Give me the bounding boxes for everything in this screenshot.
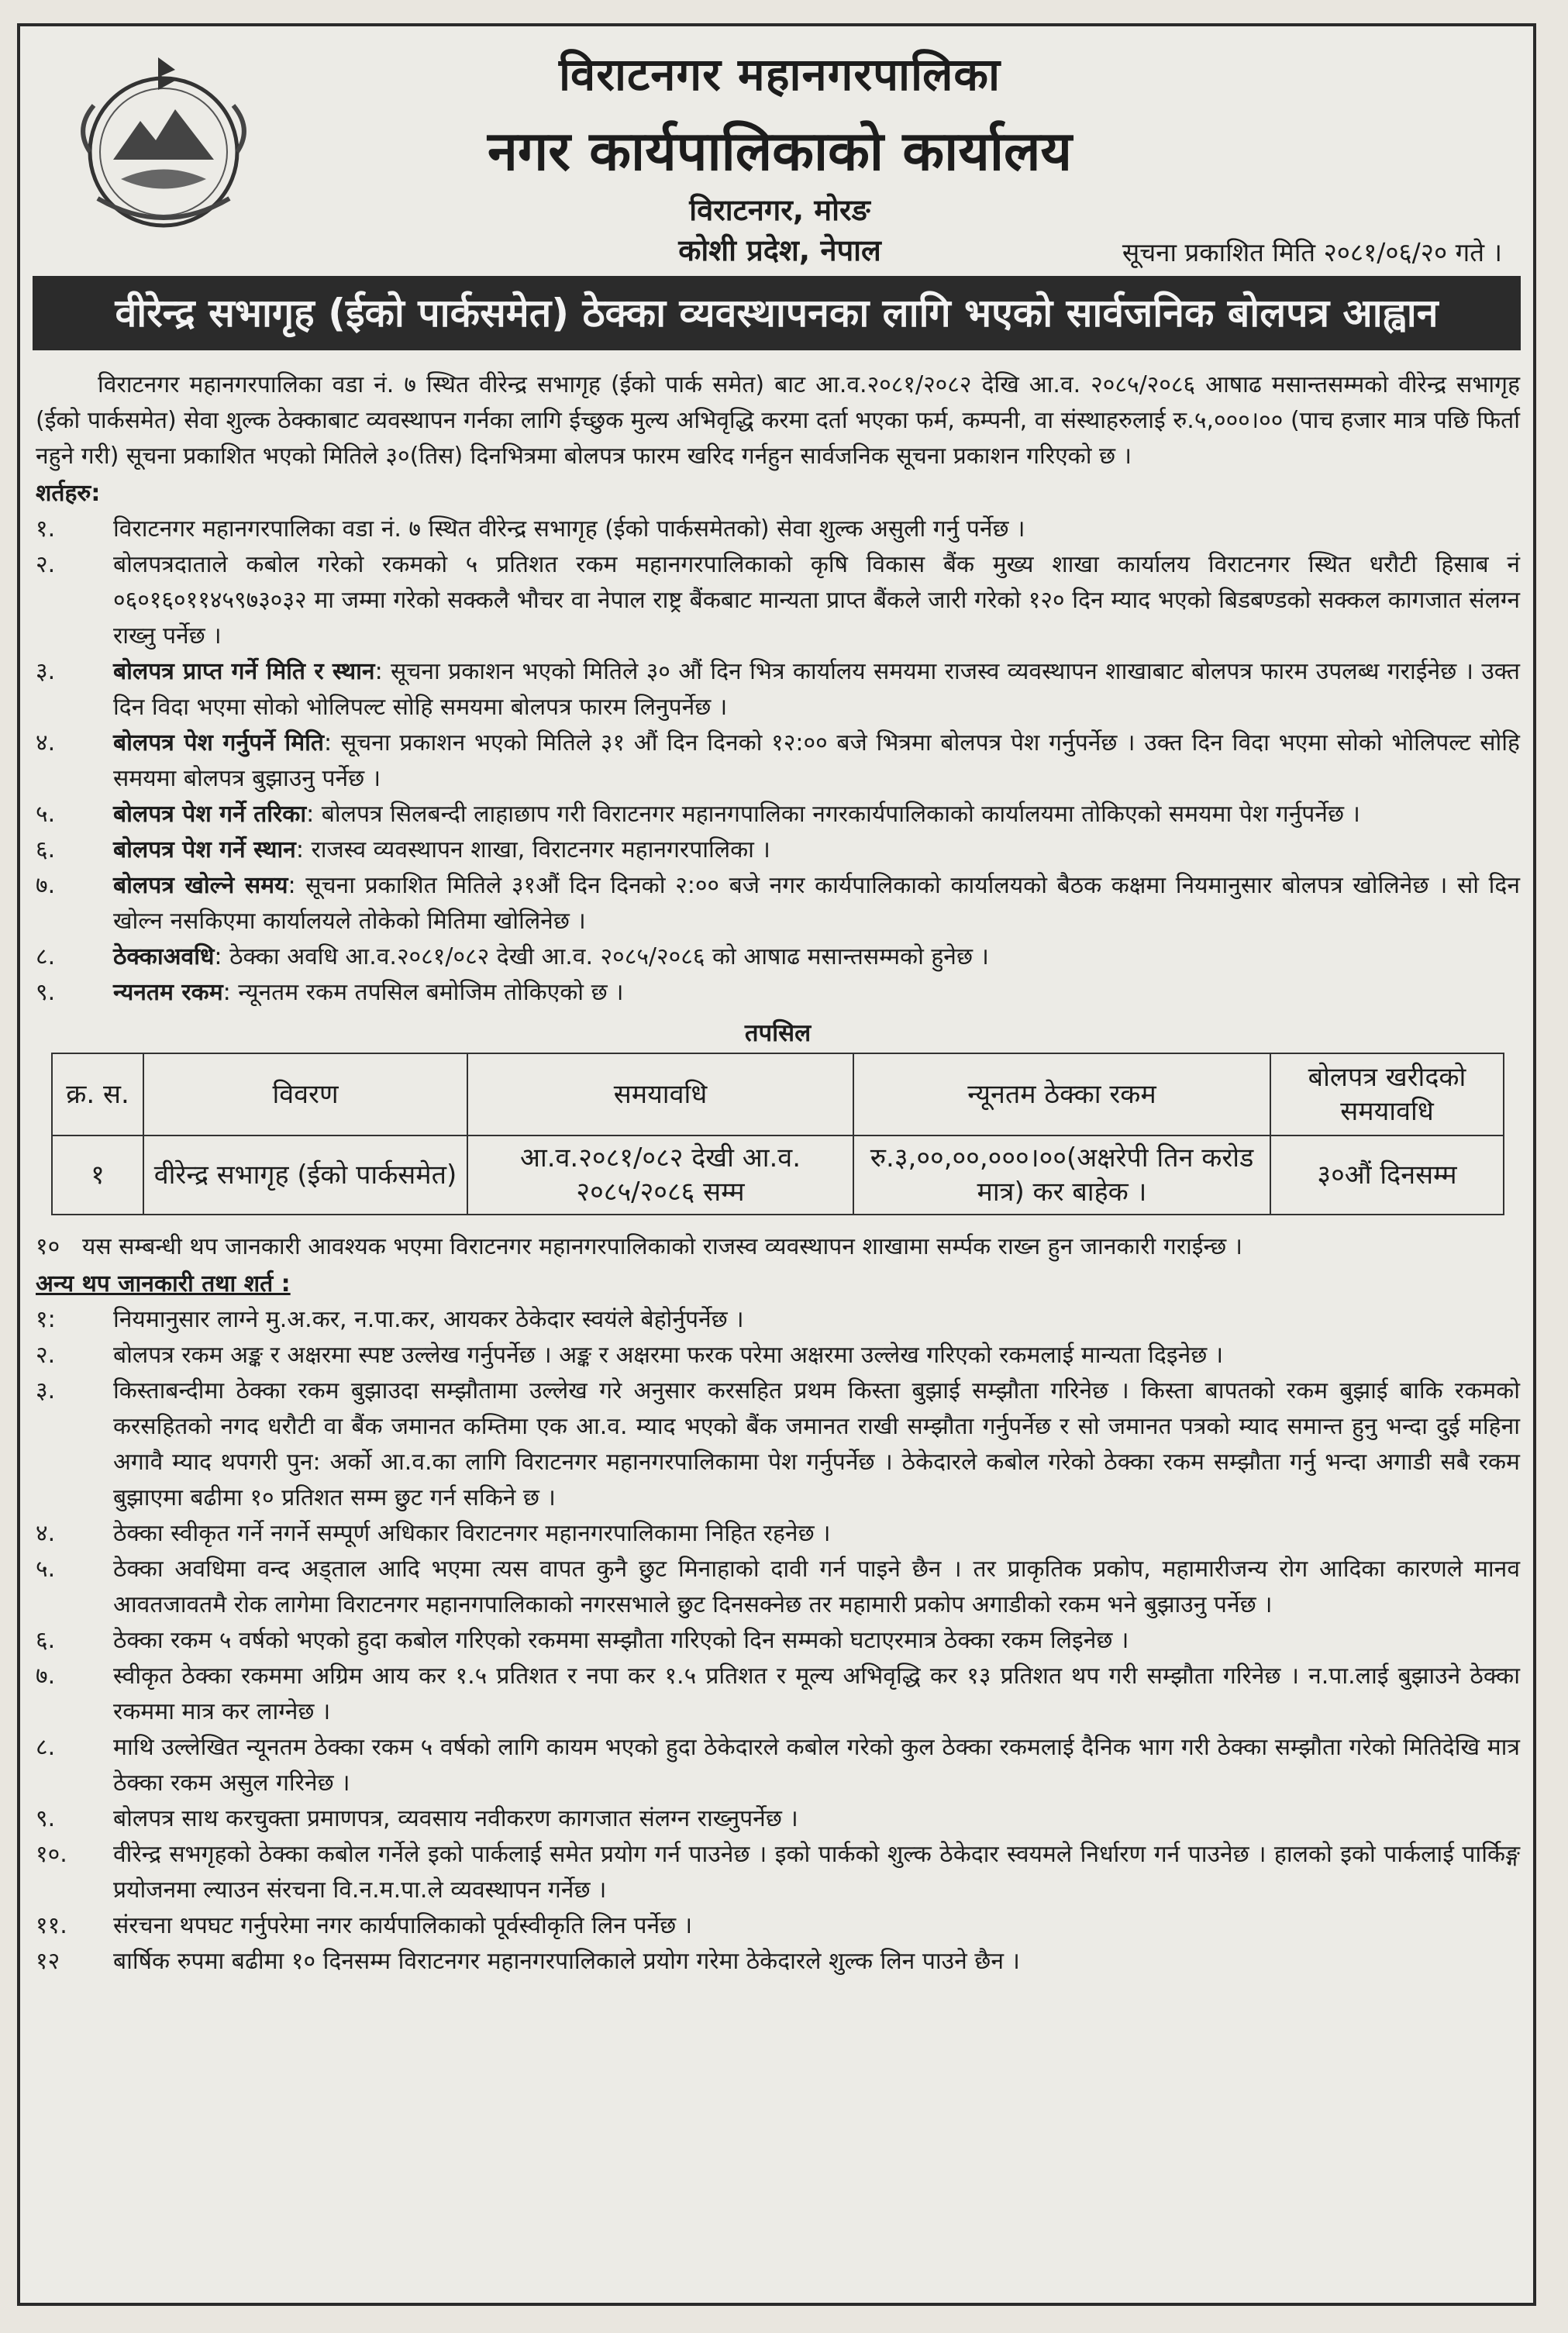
other-text: संरचना थपघट गर्नुपरेमा नगर कार्यपालिकाको पूर्वस्वीकृति लिन पर्नेछ ।: [113, 1912, 693, 1939]
other-number: १०.: [36, 1841, 67, 1868]
condition-item: [36, 654, 1520, 725]
condition-item: [36, 725, 1520, 797]
published-date: सूचना प्रकाशित मिति २०८१/०६/२० गते ।: [1122, 237, 1502, 267]
other-item: [36, 1516, 1520, 1552]
condition-label: बोलपत्र पेश गर्नुपर्ने मिति: [113, 729, 325, 756]
other-number: १:: [36, 1306, 56, 1333]
other-text: बार्षिक रुपमा बढीमा १० दिनसम्म विराटनगर महानगरपालिकाले प्रयोग गरेमा ठेकेदारले शुल्क लिन पाउने छैन ।: [113, 1948, 1020, 1975]
other-number: ९.: [36, 1805, 56, 1832]
condition-number: ४.: [36, 729, 56, 756]
notice-title-banner: वीरेन्द्र सभागृह (ईको पार्कसमेत) ठेक्का व्यवस्थापनका लागि भएको सार्वजनिक बोलपत्र आह्वान: [33, 276, 1521, 350]
condition-item: [36, 512, 1520, 547]
column-header: विवरण: [143, 1053, 467, 1135]
condition-number: ९.: [36, 979, 56, 1006]
other-item: [36, 1623, 1520, 1659]
conditions-heading: शर्तहरु:: [36, 480, 101, 507]
other-conditions-heading: अन्य थप जानकारी तथा शर्त :: [36, 1270, 291, 1297]
other-text: बोलपत्र रकम अङ्क र अक्षरमा स्पष्ट उल्लेख गर्नुपर्नेछ । अङ्क र अक्षरमा फरक परेमा अक्षरमा उल्लेख गरिएको रकमलाई मान्यता दिइनेछ ।: [113, 1342, 1224, 1369]
address-line2: कोशी प्रदेश, नेपाल: [678, 233, 881, 267]
condition-text: : सूचना प्रकाशन भएको मितिले ३० औं दिन भित्र कार्यालय समयमा राजस्व व्यवस्थापन शाखाबाट बोलपत्र फारम उपलब्ध गराईनेछ । उक्त दिन विदा भएमा सोको भोलिपल्ट सोहि समयमा बोलपत्र फारम लिनुपर्नेछ ।: [113, 658, 1520, 721]
column-header: क्र. स.: [52, 1053, 143, 1135]
conditions-list: [36, 512, 1520, 1011]
office-name: नगर कार्यपालिकाको कार्यालय: [487, 119, 1073, 183]
condition-item: [36, 832, 1520, 868]
other-text: वीरेन्द्र सभगृहको ठेक्का कबोल गर्नेले इको पार्कलाई समेत प्रयोग गर्न पाउनेछ । इको पार्कको शुल्क ठेकेदार स्वयमले निर्धारण गर्न पाउनेछ । हालको इको पार्कलाई पार्किङ्ग प्रयोजनमा ल्याउन संरचना वि.न.म.पा.ले व्यवस्थापन गर्नेछ ।: [113, 1841, 1520, 1904]
other-number: १२: [36, 1948, 60, 1975]
table-row: [52, 1135, 1504, 1215]
column-header: न्यूनतम ठेक्का रकम: [853, 1053, 1270, 1135]
other-item: [36, 1373, 1520, 1516]
schedule-title: तपसिल: [744, 1019, 812, 1047]
condition-item: [36, 939, 1520, 975]
condition-text: बोलपत्रदाताले कबोल गरेको रकमको ५ प्रतिशत रकम महानगरपालिकाको कृषि विकास बैंक मुख्य शाखा कार्यालय विराटनगर स्थित धरौटी हिसाब नं ०६०१६०११४५९७३०३२ मा जम्मा गरेको सक्कलै भौचर वा नेपाल राष्ट्र बैंकबाट मान्यता प्राप्त बैंकले जारी गरेको १२० दिन म्याद भएको बिडबण्डको सक्कल कागजात संलग्न राख्नु पर्नेछ ।: [113, 551, 1520, 650]
intro-paragraph: विराटनगर महानगरपालिका वडा नं. ७ स्थित वीरेन्द्र सभागृह (ईको पार्क समेत) बाट आ.व.२०८१/२०८२ देखि आ.व. २०८५/२०८६ आषाढ मसान्तसम्मको वीरेन्द्र सभागृह (ईको पार्कसमेत) सेवा शुल्क ठेक्काबाट व्यवस्थापन गर्नका लागि ईच्छुक मुल्य अभिवृद्धि करमा दर्ता भएका फर्म, कम्पनी, वा संस्थाहरुलाई रु.५,०००।०० (पाच हजार मात्र पछि फिर्ता नहुने गरी) सूचना प्रकाशित भएको मितिले ३०(तिस) दिनभित्रमा बोलपत्र फारम खरिद गर्नहुन सार्वजनिक सूचना प्रकाशन गरिएको छ ।: [36, 371, 1520, 470]
other-item: [36, 1944, 1520, 1980]
condition-text: : ठेक्का अवधि आ.व.२०८१/०८२ देखी आ.व. २०८५/२०८६ को आषाढ मसान्तसम्मको हुनेछ ।: [214, 943, 989, 970]
note-10: [36, 1229, 1520, 1265]
condition-item: [36, 797, 1520, 832]
condition-number: ७.: [36, 872, 56, 899]
other-text: ठेक्का स्वीकृत गर्ने नगर्ने सम्पूर्ण अधिकार विराटनगर महानगरपालिकामा निहित रहनेछ ।: [113, 1520, 831, 1547]
column-header: बोलपत्र खरीदको समयावधि: [1270, 1053, 1504, 1135]
table-cell: वीरेन्द्र सभागृह (ईको पार्कसमेत): [143, 1135, 467, 1215]
other-number: २.: [36, 1342, 56, 1369]
other-text: ठेक्का रकम ५ वर्षको भएको हुदा कबोल गरिएको रकममा सम्झौता गरिएको दिन सम्मको घटाएरमात्र ठेक्का रकम लिइनेछ ।: [113, 1627, 1129, 1654]
condition-label: ठेक्काअवधि: [113, 943, 215, 970]
notice-sheet: [17, 23, 1536, 2306]
other-text: नियमानुसार लाग्ने मु.अ.कर, न.पा.कर, आयकर ठेकेदार स्वयंले बेहोर्नुपर्नेछ ।: [113, 1306, 744, 1333]
other-item: [36, 1552, 1520, 1623]
condition-item: [36, 868, 1520, 939]
condition-number: २.: [36, 551, 56, 578]
condition-label: बोलपत्र पेश गर्ने तरिका: [113, 801, 307, 828]
note-item: [36, 1229, 1520, 1265]
table-cell: ३०औं दिनसम्म: [1270, 1135, 1504, 1215]
condition-number: ८.: [36, 943, 56, 970]
condition-item: [36, 975, 1520, 1011]
note-number: १०: [36, 1233, 60, 1260]
org-name: विराटनगर महानगरपालिका: [559, 48, 1001, 101]
header: [20, 26, 1533, 273]
condition-label: बोलपत्र प्राप्त गर्ने मिति र स्थान: [113, 658, 375, 685]
other-number: ४.: [36, 1520, 56, 1547]
other-item: [36, 1801, 1520, 1837]
condition-number: ३.: [36, 658, 56, 685]
condition-text: : राजस्व व्यवस्थापन शाखा, विराटनगर महानगरपालिका ।: [295, 836, 770, 863]
other-text: किस्ताबन्दीमा ठेक्का रकम बुझाउदा सम्झौतामा उल्लेख गरे अनुसार करसहित प्रथम किस्ता बुझाई सम्झौता गरिनेछ । किस्ता बापतको रकम बुझाई बाकि रकमको करसहितको नगद धरौटी वा बैंक जमानत कम्तिमा एक आ.व. म्याद भएको बैंक जमानत राखी सम्झौता गर्नुपर्नेछ र सो जमानत पत्रको म्याद समान्त हुनु भन्दा दुई महिना अगावै म्याद थपगरी पुन: अर्को आ.व.का लागि विराटनगर महानगरपालिकामा पेश गर्नुपर्नेछ । ठेकेदारले कबोल गरेको ठेक्का रकम सम्झौता गर्नु भन्दा अगाडी सबै रकम बुझाएमा बढीमा १० प्रतिशत सम्म छुट गर्न सकिने छ ।: [113, 1377, 1520, 1511]
condition-label: बोलपत्र खोल्ने समय: [113, 872, 288, 899]
other-number: ५.: [36, 1556, 56, 1583]
condition-number: ६.: [36, 836, 56, 863]
other-item: [36, 1908, 1520, 1944]
condition-text: : न्यूनतम रकम तपसिल बमोजिम तोकिएको छ ।: [222, 979, 624, 1006]
condition-text: विराटनगर महानगरपालिका वडा नं. ७ स्थित वीरेन्द्र सभागृह (ईको पार्कसमेतको) सेवा शुल्क असुली गर्नु पर्नेछ ।: [113, 515, 1025, 543]
notice-body: [36, 367, 1520, 1980]
column-header: समयावधि: [467, 1053, 853, 1135]
other-text: माथि उल्लेखित न्यूनतम ठेक्का रकम ५ वर्षको लागि कायम भएको हुदा ठेकेदारले कबोल गरेको कुल ठेक्का रकमलाई दैनिक भाग गरी ठेक्का सम्झौता गरेको मितिदेखि मात्र ठेक्का रकम असुल गरिनेछ ।: [113, 1734, 1520, 1797]
other-number: ८.: [36, 1734, 56, 1761]
other-number: ६.: [36, 1627, 56, 1654]
condition-number: ५.: [36, 801, 56, 828]
other-item: [36, 1730, 1520, 1801]
table-cell: १: [52, 1135, 143, 1215]
condition-item: [36, 547, 1520, 654]
condition-text: : सूचना प्रकाशित मितिले ३१औं दिन दिनको २:०० बजे नगर कार्यपालिकाको कार्यालयको बैठक कक्षमा नियमानुसार बोलपत्र खोलिनेछ । सो दिन खोल्न नसकिएमा कार्यालयले तोकेको मितिमा खोलिनेछ ।: [113, 872, 1520, 935]
other-text: ठेक्का अवधिमा वन्द अड्ताल आदि भएमा त्यस वापत कुनै छुट मिनाहाको दावी गर्न पाइने छैन । तर प्राकृतिक प्रकोप, महामारीजन्य रोग आदिका कारणले मानव आवतजावतमै रोक लागेमा विराटनगर महानगपालिकाको नगरसभाले छुट दिनसक्नेछ तर महामारी प्रकोप अगाडीको रकम भने बुझाउनु पर्नेछ ।: [113, 1556, 1520, 1618]
schedule-table: [51, 1053, 1504, 1215]
condition-number: १.: [36, 515, 56, 543]
other-number: ११.: [36, 1912, 67, 1939]
other-item: [36, 1837, 1520, 1908]
other-item: [36, 1659, 1520, 1730]
note-text: यस सम्बन्धी थप जानकारी आवश्यक भएमा विराटनगर महानगरपालिकाको राजस्व व्यवस्थापन शाखामा सर्म्पक राख्न हुन जानकारी गराईन्छ ।: [82, 1233, 1243, 1260]
other-item: [36, 1302, 1520, 1338]
condition-label: बोलपत्र पेश गर्ने स्थान: [113, 836, 296, 863]
other-number: ७.: [36, 1663, 56, 1690]
table-cell: रु.३,००,००,०००।००(अक्षरेपी तिन करोड मात्र) कर बाहेक ।: [853, 1135, 1270, 1215]
condition-text: : बोलपत्र सिलबन्दी लाहाछाप गरी विराटनगर महानगपालिका नगरकार्यपालिकाको कार्यालयमा तोकिएको समयमा पेश गर्नुपर्नेछ ।: [306, 801, 1360, 828]
other-conditions-list: [36, 1302, 1520, 1980]
other-text: स्वीकृत ठेक्का रकममा अग्रिम आय कर १.५ प्रतिशत र नपा कर १.५ प्रतिशत र मूल्य अभिवृद्धि कर १३ प्रतिशत थप गरी सम्झौता गरिनेछ । न.पा.लाई बुझाउने ठेक्का रकममा मात्र कर लाग्नेछ ।: [113, 1663, 1520, 1725]
address-line1: विराटनगर, मोरङ: [689, 193, 870, 227]
condition-text: : सूचना प्रकाशन भएको मितिले ३१ औं दिन दिनको १२:०० बजे भित्रमा बोलपत्र पेश गर्नुपर्नेछ । उक्त दिन विदा भएमा सोको भोलिपल्ट सोहि समयमा बोलपत्र बुझाउनु पर्नेछ ।: [113, 729, 1520, 792]
nepal-emblem-icon: [59, 43, 268, 237]
other-text: बोलपत्र साथ करचुक्ता प्रमाणपत्र, व्यवसाय नवीकरण कागजात संलग्न राख्नुपर्नेछ ।: [113, 1805, 798, 1832]
table-cell: आ.व.२०८१/०८२ देखी आ.व. २०८५/२०८६ सम्म: [467, 1135, 853, 1215]
other-number: ३.: [36, 1377, 56, 1404]
table-header-row: [52, 1053, 1504, 1135]
other-item: [36, 1338, 1520, 1373]
condition-label: न्यनतम रकम: [113, 979, 223, 1006]
